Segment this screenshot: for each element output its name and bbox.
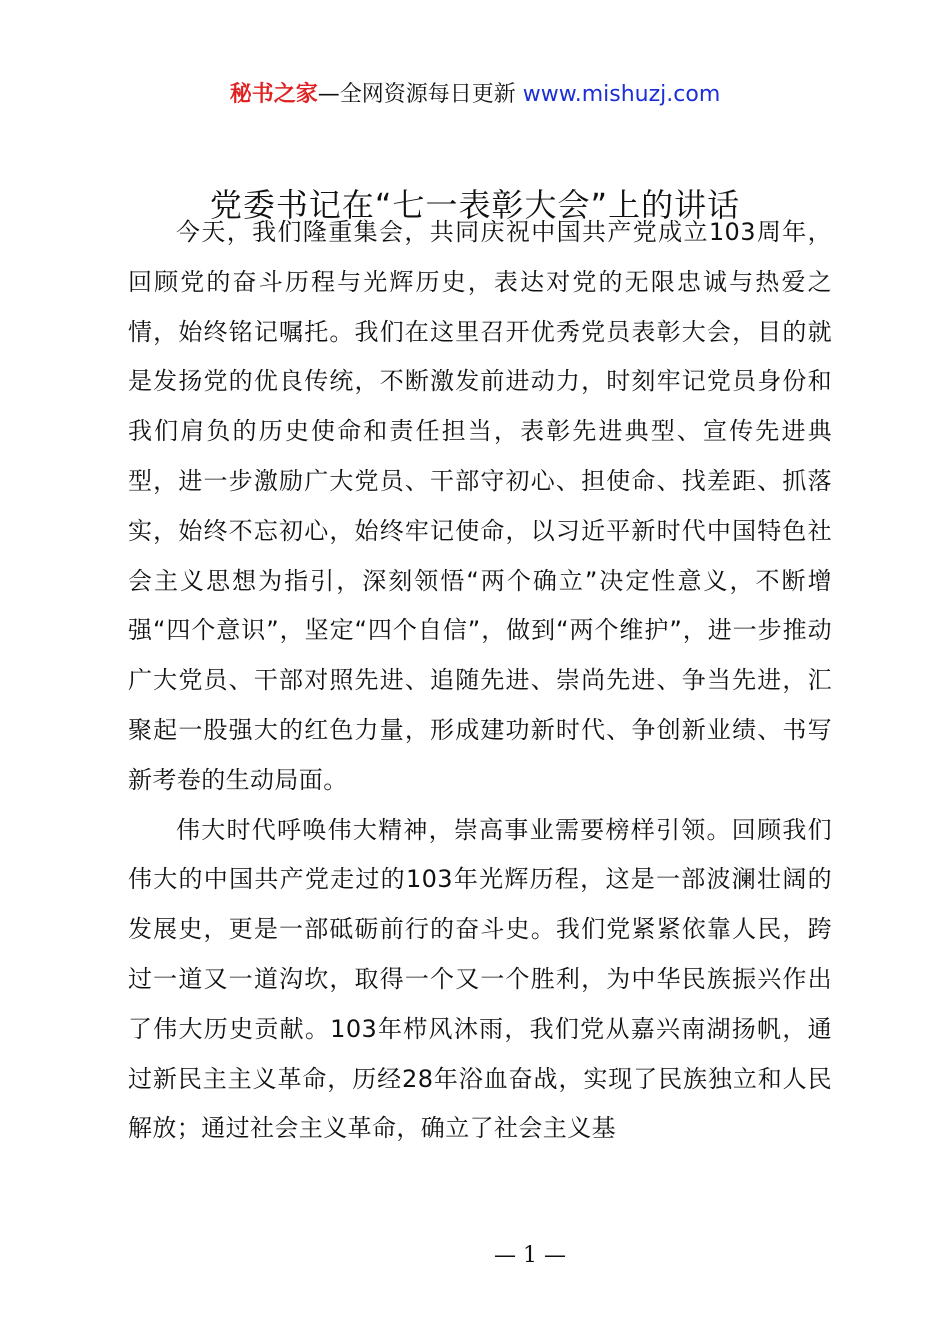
page-number: — 1 —	[494, 1243, 566, 1268]
site-url-link[interactable]: www.mishuzj.com	[522, 82, 721, 107]
document-title: 党委书记在“七一表彰大会”上的讲话	[209, 186, 741, 224]
document-body	[128, 208, 832, 1154]
header-slogan: —全网资源每日更新	[317, 82, 523, 107]
brand-name: 秘书之家	[229, 82, 318, 107]
body-paragraph: 今天，我们隆重集会，共同庆祝中国共产党成立103周年，回顾党的奋斗历程与光辉历史，表达对党的无限忠诚与热爱之情，始终铭记嘱托。我们在这里召开优秀党员表彰大会，目的就是发扬党的优良传统，不断激发前进动力，时刻牢记党员身份和我们肩负的历史使命和责任担当，表彰先进典型、宣传先进典型，进一步激励广大党员、干部守初心、担使命、找差距、抓落实，始终不忘初心，始终牢记使命，以习近平新时代中国特色社会主义思想为指引，深刻领悟“两个确立”决定性意义，不断增强“四个意识”，坚定“四个自信”，做到“两个维护”，进一步推动广大党员、干部对照先进、追随先进、崇尚先进、争当先进，汇聚起一股强大的红色力量，形成建功新时代、争创新业绩、书写新考卷的生动局面。	[128, 218, 832, 794]
site-header	[0, 78, 950, 112]
body-paragraph: 伟大时代呼唤伟大精神，崇高事业需要榜样引领。回顾我们伟大的中国共产党走过的103年光辉历程，这是一部波澜壮阔的发展史，更是一部砥砺前行的奋斗史。我们党紧紧依靠人民，跨过一道又一道沟坎，取得一个又一个胜利，为中华民族振兴作出了伟大历史贡献。103年栉风沐雨，我们党从嘉兴南湖扬帆，通过新民主主义革命，历经28年浴血奋战，实现了民族独立和人民解放；通过社会主义革命，确立了社会主义基	[128, 815, 832, 1143]
